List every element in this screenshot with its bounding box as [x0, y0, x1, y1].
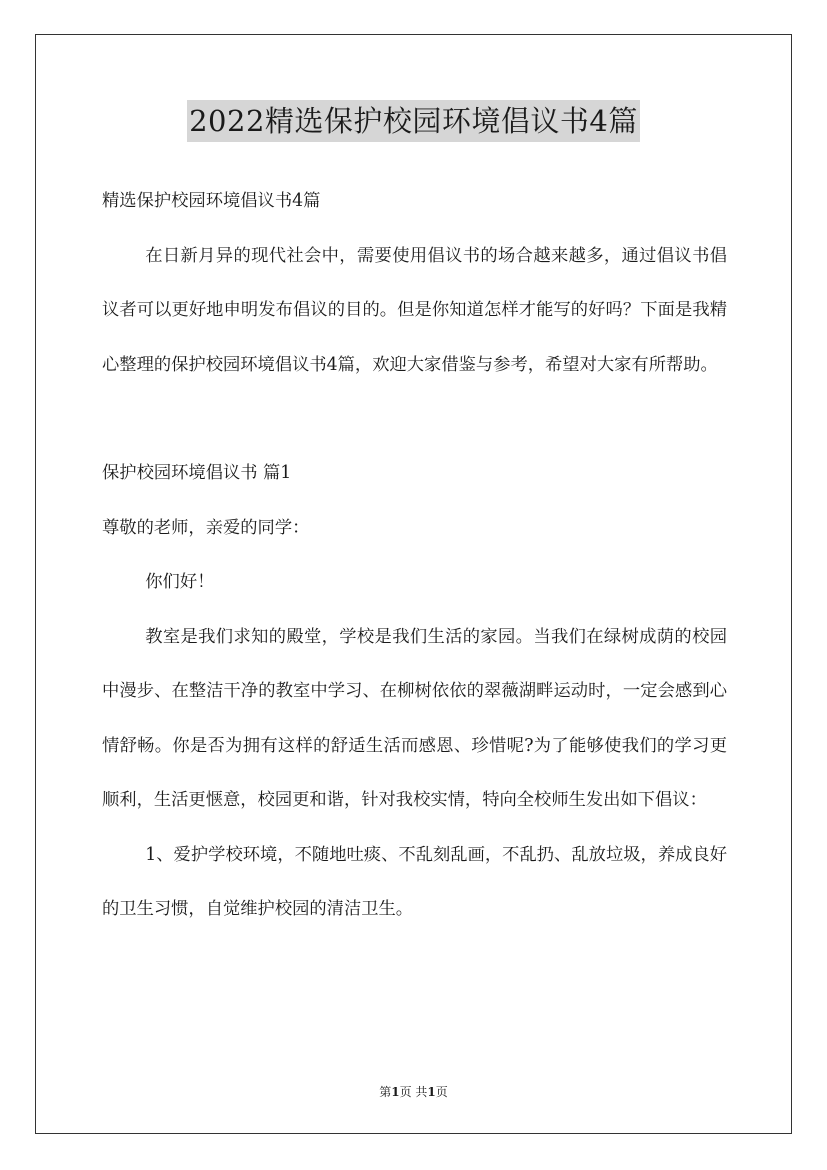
body-paragraph: 教室是我们求知的殿堂，学校是我们生活的家园。当我们在绿树成荫的校园中漫步、在整洁干净的教室中学习、在柳树依依的翠薇湖畔运动时，一定会感到心情舒畅。你是否为拥有这样的舒适生活而感恩、珍惜呢?为了能够使我们的学习更顺利，生活更惬意，校园更和谐，针对我校实情，特向全校师生发出如下倡议： [102, 626, 727, 810]
subtitle: 精选保护校园环境倡议书4篇 [102, 191, 321, 211]
greeting: 你们好！ [145, 572, 215, 592]
footer-suffix: 页 [435, 1085, 448, 1099]
document-body [102, 174, 727, 937]
blank-line [102, 392, 727, 446]
footer-mid: 页 共 [399, 1085, 428, 1099]
page-footer [0, 1084, 827, 1100]
total-pages-number: 1 [427, 1085, 436, 1099]
document-title: 2022精选保护校园环境倡议书4篇 [187, 100, 640, 142]
salutation: 尊敬的老师，亲爱的同学： [102, 517, 310, 538]
footer-prefix: 第 [379, 1085, 392, 1099]
current-page-number: 1 [391, 1085, 400, 1099]
title-wrap [0, 100, 827, 142]
intro-paragraph: 在日新月异的现代社会中，需要使用倡议书的场合越来越多，通过倡议书倡议者可以更好地申明发布倡议的目的。但是你知道怎样才能写的好吗？下面是我精心整理的保护校园环境倡议书4篇，欢迎大家借鉴与参考，希望对大家有所帮助。 [102, 245, 727, 375]
section-heading: 保护校园环境倡议书 篇1 [102, 463, 292, 483]
proposal-item-1: 1、爱护学校环境，不随地吐痰、不乱刻乱画，不乱扔、乱放垃圾，养成良好的卫生习惯，自觉维护校园的清洁卫生。 [102, 844, 727, 919]
